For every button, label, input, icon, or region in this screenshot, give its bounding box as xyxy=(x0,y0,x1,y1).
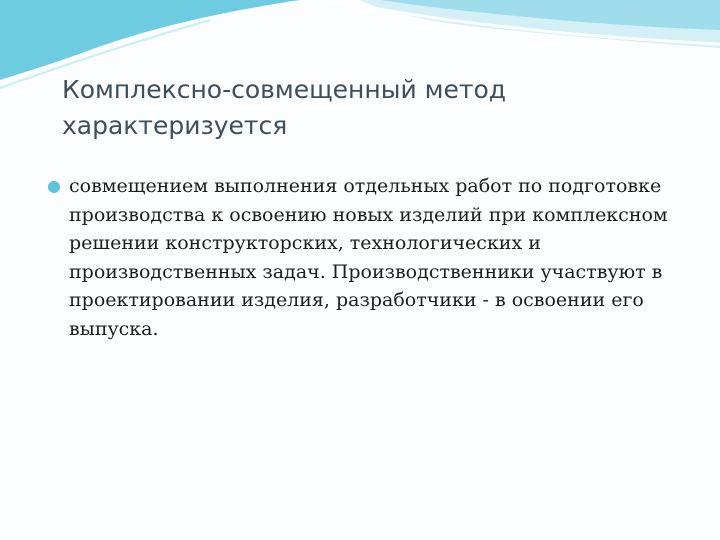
bullet-list xyxy=(46,172,676,344)
slide-title: Комплексно-совмещенный метод характеризуется xyxy=(62,75,507,140)
bullet-text: совмещением выполнения отдельных работ по подготовке производства к освоению новых изделий при комплексном решении конструкторских, технологических и производственных задач. Производственники участвуют в проектировании изделия, разработчики - в освоении его выпуска. xyxy=(69,175,668,340)
bullet-icon xyxy=(48,181,60,193)
wave-main-layer xyxy=(0,0,300,80)
bullet-item xyxy=(46,172,676,344)
